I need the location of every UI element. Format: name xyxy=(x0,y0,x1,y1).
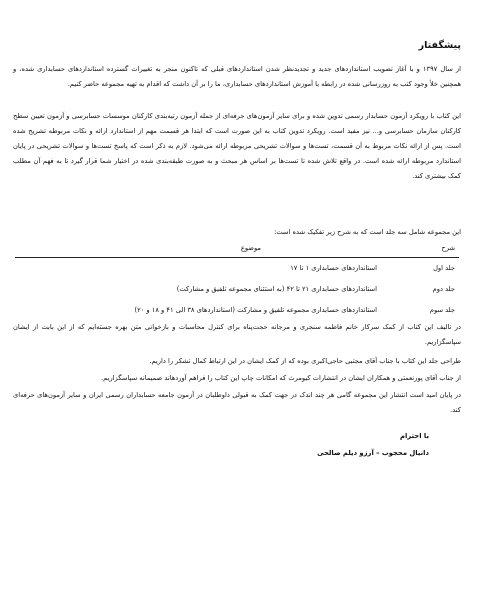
volume-subject: استانداردهای حسابداری ۱ تا ۱۷ xyxy=(290,264,377,272)
intro-paragraph: این مجموعه شامل سه جلد است که به شرح زیر تفکیک شده است: xyxy=(274,228,461,236)
volume-subject: استانداردهای حسابداری مجموعه تلفیق و مشارکت (استانداردهای ۳۸ الی ۴۱ و ۱۸ و ۲۰) xyxy=(134,306,377,314)
volume-label: جلد اول xyxy=(433,264,455,272)
intro-paragraph: از سال ۱۳۹۷ و با آغاز تصویب استانداردهای جدید و تجدیدنظر شدن استانداردهای قبلی که تاکنون منجر به تغییرات گسترده استانداردهای حسابداری شده، و همچنین خلأ وجود کتب به روزرسانی شده در رابطه با آموزش استانداردهای حسابداری، ما را بر آن داشت که اقدام به تهیه مجموعه حاضر کنیم. xyxy=(13,65,461,88)
volume-label: جلد دوم xyxy=(432,285,455,293)
closing-paragraph: در تالیف این کتاب از کمک سرکار خانم فاطمه سنجری و مرجانه حجت‌پناه برای کنترل محاسبات و بازخوانی متن بهره جسته‌ایم که از این بابت از ایشان سپاسگزاریم. xyxy=(13,323,461,346)
intro-paragraph: این کتاب با رویکرد آزمون حسابدار رسمی تدوین شده و برای سایر آزمون‌های حرفه‌ای از جمله آزمون رتبه‌بندی کارکنان موسسات حسابرسی و آزمون تعیین سطح کارکنان سازمان حسابرسی و... نیز مفید است. رویکرد تدوین کتاب به این صورت است که ابتدا هر قسمت مهم از استاندارد ارائه و نکات مربوطه تشریح شده است. پس از ارائه نکات مربوط به آن قسمت، تست‌ها و سوالات تشریحی مربوطه ارائه می‌شود. لازم به ذکر است که پاسخ تست‌ها و سوالات تشریحی در پایان استاندارد مربوطه ارائه شده است. در واقع تلاش شده تا تست‌ها بر اساس هر مبحث و به صورت طبقه‌بندی شده در اختیار شما قرار گیرد تا به فهم آن مطلب کمک بیشتری کند. xyxy=(13,112,461,180)
authors-signature: دانیال محجوب – آرزو دیلم صالحی xyxy=(317,449,429,457)
header-sharh: شرح xyxy=(441,244,455,252)
table-row xyxy=(15,279,459,300)
volume-subject: استانداردهای حسابداری ۲۱ تا ۴۲ (به استثنای مجموعه تلفیق و مشارکت) xyxy=(176,285,377,293)
regards-line: با احترام xyxy=(399,432,429,440)
header-mozoo: موضوع xyxy=(240,244,261,252)
closing-paragraph: در پایان امید است انتشار این مجموعه گامی هر چند اندک در جهت کمک به قبولی داوطلبان در آزمون جامعه حسابداران رسمی ایران و سایر آزمون‌های حرفه‌ای کند. xyxy=(13,391,461,414)
closing-paragraph: طراحی جلد این کتاب با جناب آقای مجتبی حاجی‌اکبری بوده که از کمک ایشان در این ارتباط کمال تشکر را داریم. xyxy=(149,357,461,365)
volumes-table xyxy=(15,244,459,314)
table-header xyxy=(15,244,459,256)
table-row xyxy=(15,258,459,279)
table-row xyxy=(15,300,459,321)
table-body xyxy=(15,258,459,321)
volume-label: جلد سوم xyxy=(429,306,455,314)
closing-paragraph: از جناب آقای پورنعمتی و همکاران ایشان در انتشارات کیومرث که امکانات چاپ این کتاب را فراهم آوردهاند صمیمانه سپاسگزاریم. xyxy=(101,374,461,382)
page-title: پیشگفتار xyxy=(418,40,461,51)
